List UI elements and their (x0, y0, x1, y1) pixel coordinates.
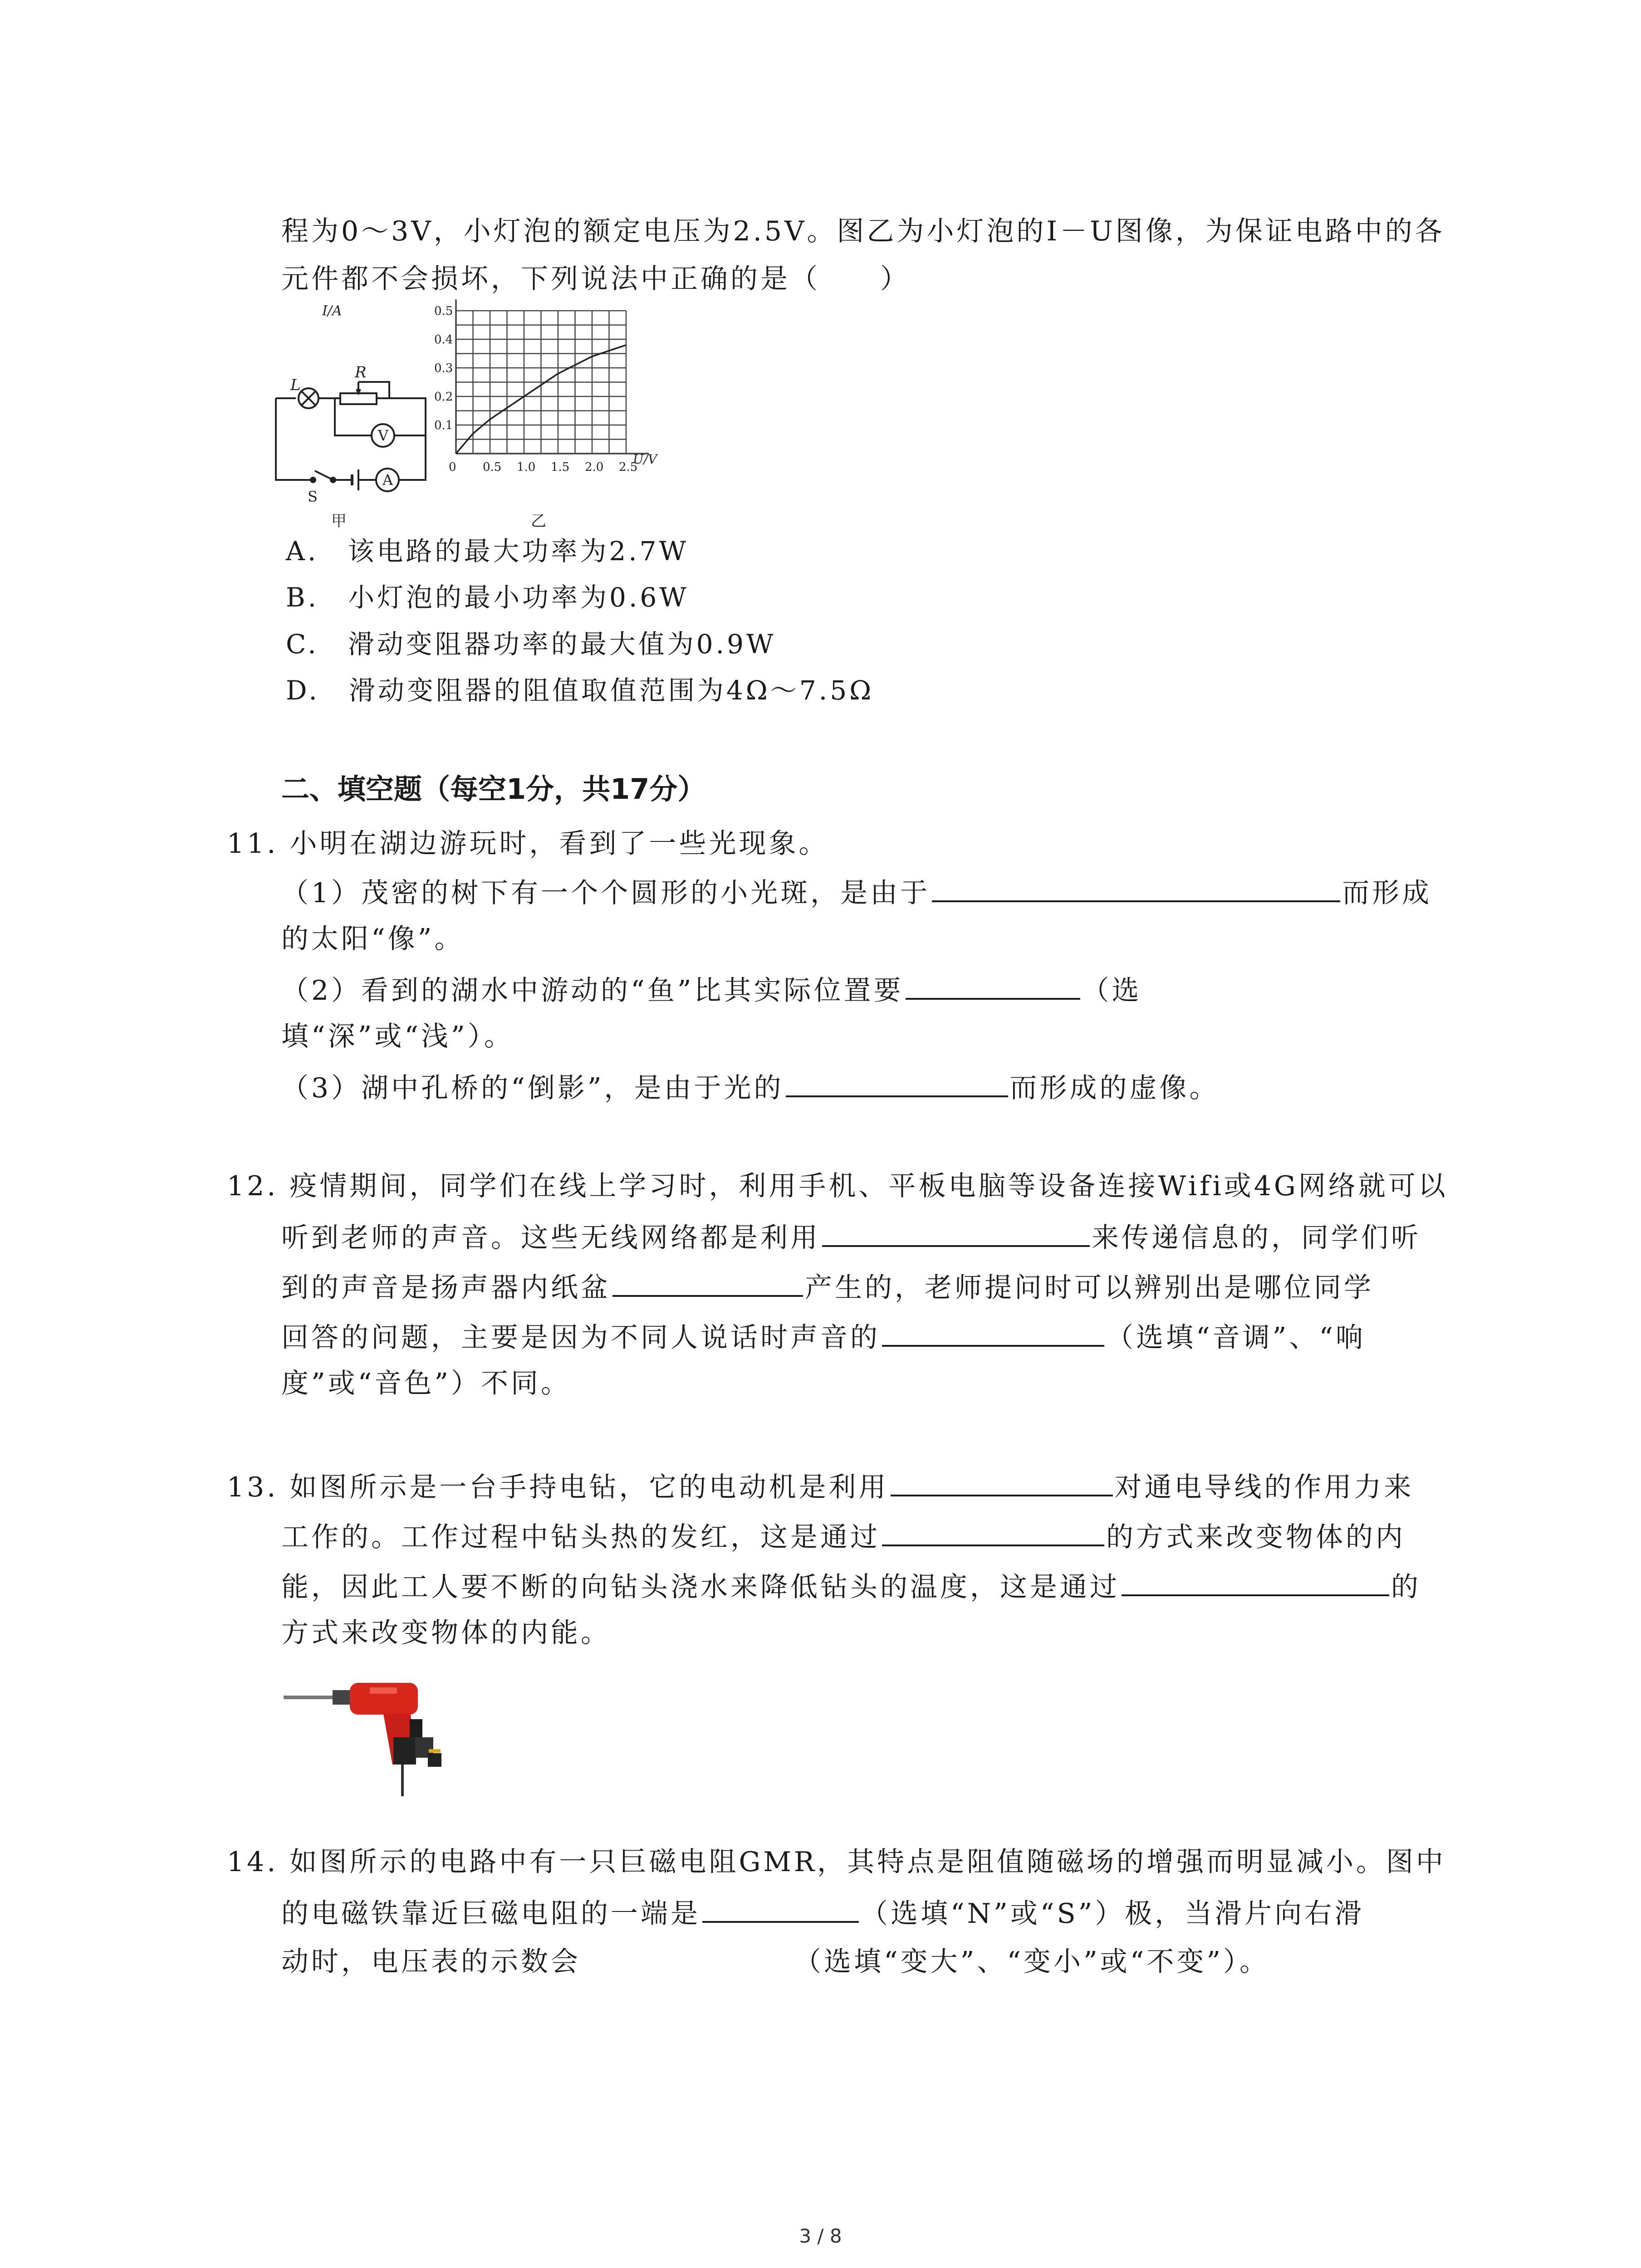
x-tick-label: 1.0 (517, 460, 536, 474)
iu-graph (322, 299, 658, 474)
q11-p2-tail: （选 (1082, 975, 1142, 1007)
q14-blank-1[interactable] (702, 1894, 859, 1923)
graph-xlabel: U/V (633, 452, 657, 467)
y-tick-label: 0.2 (434, 390, 453, 404)
q11-stem: 11. 小明在湖边游玩时，看到了一些光现象。 (227, 828, 829, 860)
q12-line-5: 度”或“音色”）不同。 (281, 1368, 571, 1399)
q12-l2-tail: 来传递信息的，同学们听 (1092, 1222, 1421, 1254)
page-number: 3 / 8 (799, 2225, 842, 2247)
q12-line-3 (281, 1268, 1374, 1306)
q13-line-2 (281, 1517, 1406, 1555)
q11-part3 (281, 1068, 1220, 1106)
q12-line-1: 12. 疫情期间，同学们在线上学习时，利用手机、平板电脑等设备连接Wifi或4G网络就可以 (227, 1170, 1448, 1202)
x-tick-label: 2.0 (585, 460, 604, 474)
q10-option-b: B. 小灯泡的最小功率为0.6W (286, 582, 689, 613)
q14-l2-tail: （选填“N”或“S”）极，当滑片向右滑 (861, 1898, 1365, 1930)
q11-blank-1[interactable] (932, 873, 1340, 902)
y-tick-label: 0.4 (434, 333, 453, 347)
q13-blank-2[interactable] (882, 1517, 1104, 1546)
q12-line-2 (281, 1218, 1421, 1256)
q11-part1-cont: 的太阳“像”。 (281, 923, 465, 955)
q14-l3-tail: （选填“变大”、“变小”或“不变”）。 (794, 1946, 1270, 1978)
q11-p1-tail: 而形成 (1342, 877, 1432, 909)
q10-option-d: D. 滑动变阻器的阻值取值范围为4Ω～7.5Ω (286, 675, 874, 706)
lamp-label: L (290, 376, 301, 394)
q11-part1 (281, 873, 1432, 911)
y-tick-label: 0.5 (434, 304, 453, 318)
q14-blank-2[interactable] (581, 1944, 794, 1971)
q12-l3-tail: 产生的，老师提问时可以辨别出是哪位同学 (805, 1272, 1374, 1304)
q13-line-1 (227, 1467, 1414, 1505)
q11-blank-3[interactable] (786, 1068, 1008, 1097)
q10-option-c: C. 滑动变阻器功率的最大值为0.9W (286, 629, 776, 660)
q13-line-3 (281, 1567, 1421, 1605)
q13-l2-tail: 的方式来改变物体的内 (1106, 1521, 1406, 1553)
x-tick-label: 2.5 (619, 460, 638, 474)
x-tick-label: 0.5 (483, 460, 502, 474)
q11-p3-tail: 而形成的虚像。 (1009, 1072, 1220, 1104)
y-tick-label: 0.3 (434, 362, 453, 375)
q11-part2 (281, 971, 1142, 1009)
q14-l2-text: 的电磁铁靠近巨磁电阻的一端是 (281, 1898, 700, 1930)
q11-p2-text: （2）看到的湖水中游动的“鱼”比其实际位置要 (281, 975, 904, 1007)
q10-line-1: 程为0～3V，小灯泡的额定电压为2.5V。图乙为小灯泡的I－U图像，为保证电路中的各 (281, 215, 1445, 247)
x-tick-label: 1.5 (551, 460, 570, 474)
circuit-diagram (276, 382, 426, 491)
q13-l2-text: 工作的。工作过程中钻头热的发红，这是通过 (281, 1521, 880, 1553)
q14-line-1: 14. 如图所示的电路中有一只巨磁电阻GMR，其特点是阻值随磁场的增强而明显减小。图中 (227, 1846, 1446, 1878)
switch-label: S (308, 488, 318, 505)
q12-l3-text: 到的声音是扬声器内纸盆 (281, 1272, 611, 1304)
q10-option-a: A. 该电路的最大功率为2.7W (286, 536, 689, 567)
ammeter-label: A (382, 471, 393, 489)
q10-figure (268, 299, 676, 535)
section-2-title: 二、填空题（每空1分，共17分） (281, 772, 706, 806)
q11-p1-text: （1）茂密的树下有一个个圆形的小光斑，是由于 (281, 877, 931, 909)
q12-line-4 (281, 1318, 1366, 1356)
q12-l2-text: 听到老师的声音。这些无线网络都是利用 (281, 1222, 820, 1254)
q12-blank-3[interactable] (882, 1318, 1104, 1347)
q14-line-3 (281, 1944, 1269, 1980)
q10-line-2: 元件都不会损坏，下列说法中正确的是（ ） (281, 263, 910, 295)
q11-part2-cont: 填“深”或“浅”）。 (281, 1021, 514, 1052)
caption-yi: 乙 (531, 512, 546, 530)
y-tick-label: 0.1 (434, 419, 453, 432)
q14-l3-text: 动时，电压表的示数会 (281, 1946, 581, 1978)
q12-l4-text: 回答的问题，主要是因为不同人说话时声音的 (281, 1322, 880, 1354)
x-tick-label: 0 (449, 460, 456, 474)
caption-jia: 甲 (331, 512, 347, 530)
q14-line-2 (281, 1894, 1364, 1932)
q13-l3-tail: 的 (1391, 1571, 1421, 1603)
rheostat-label: R (355, 363, 367, 381)
q12-l4-tail: （选填“音调”、“响 (1106, 1322, 1366, 1354)
q13-l1-tail: 对通电导线的作用力来 (1114, 1471, 1414, 1503)
voltmeter-label: V (378, 427, 389, 444)
q13-blank-3[interactable] (1122, 1567, 1389, 1596)
q12-blank-1[interactable] (822, 1218, 1090, 1247)
q11-blank-2[interactable] (906, 971, 1080, 1000)
q13-l1-text: 13. 如图所示是一台手持电钻，它的电动机是利用 (227, 1471, 889, 1503)
q13-blank-1[interactable] (891, 1467, 1113, 1496)
graph-ylabel: I/A (322, 303, 342, 319)
q11-p3-text: （3）湖中孔桥的“倒影”，是由于光的 (281, 1072, 784, 1104)
q12-blank-2[interactable] (612, 1268, 803, 1297)
q13-line-4: 方式来改变物体的内能。 (281, 1617, 611, 1649)
q13-l3-text: 能，因此工人要不断的向钻头浇水来降低钻头的温度，这是通过 (281, 1571, 1120, 1603)
electric-drill-icon (279, 1669, 456, 1799)
